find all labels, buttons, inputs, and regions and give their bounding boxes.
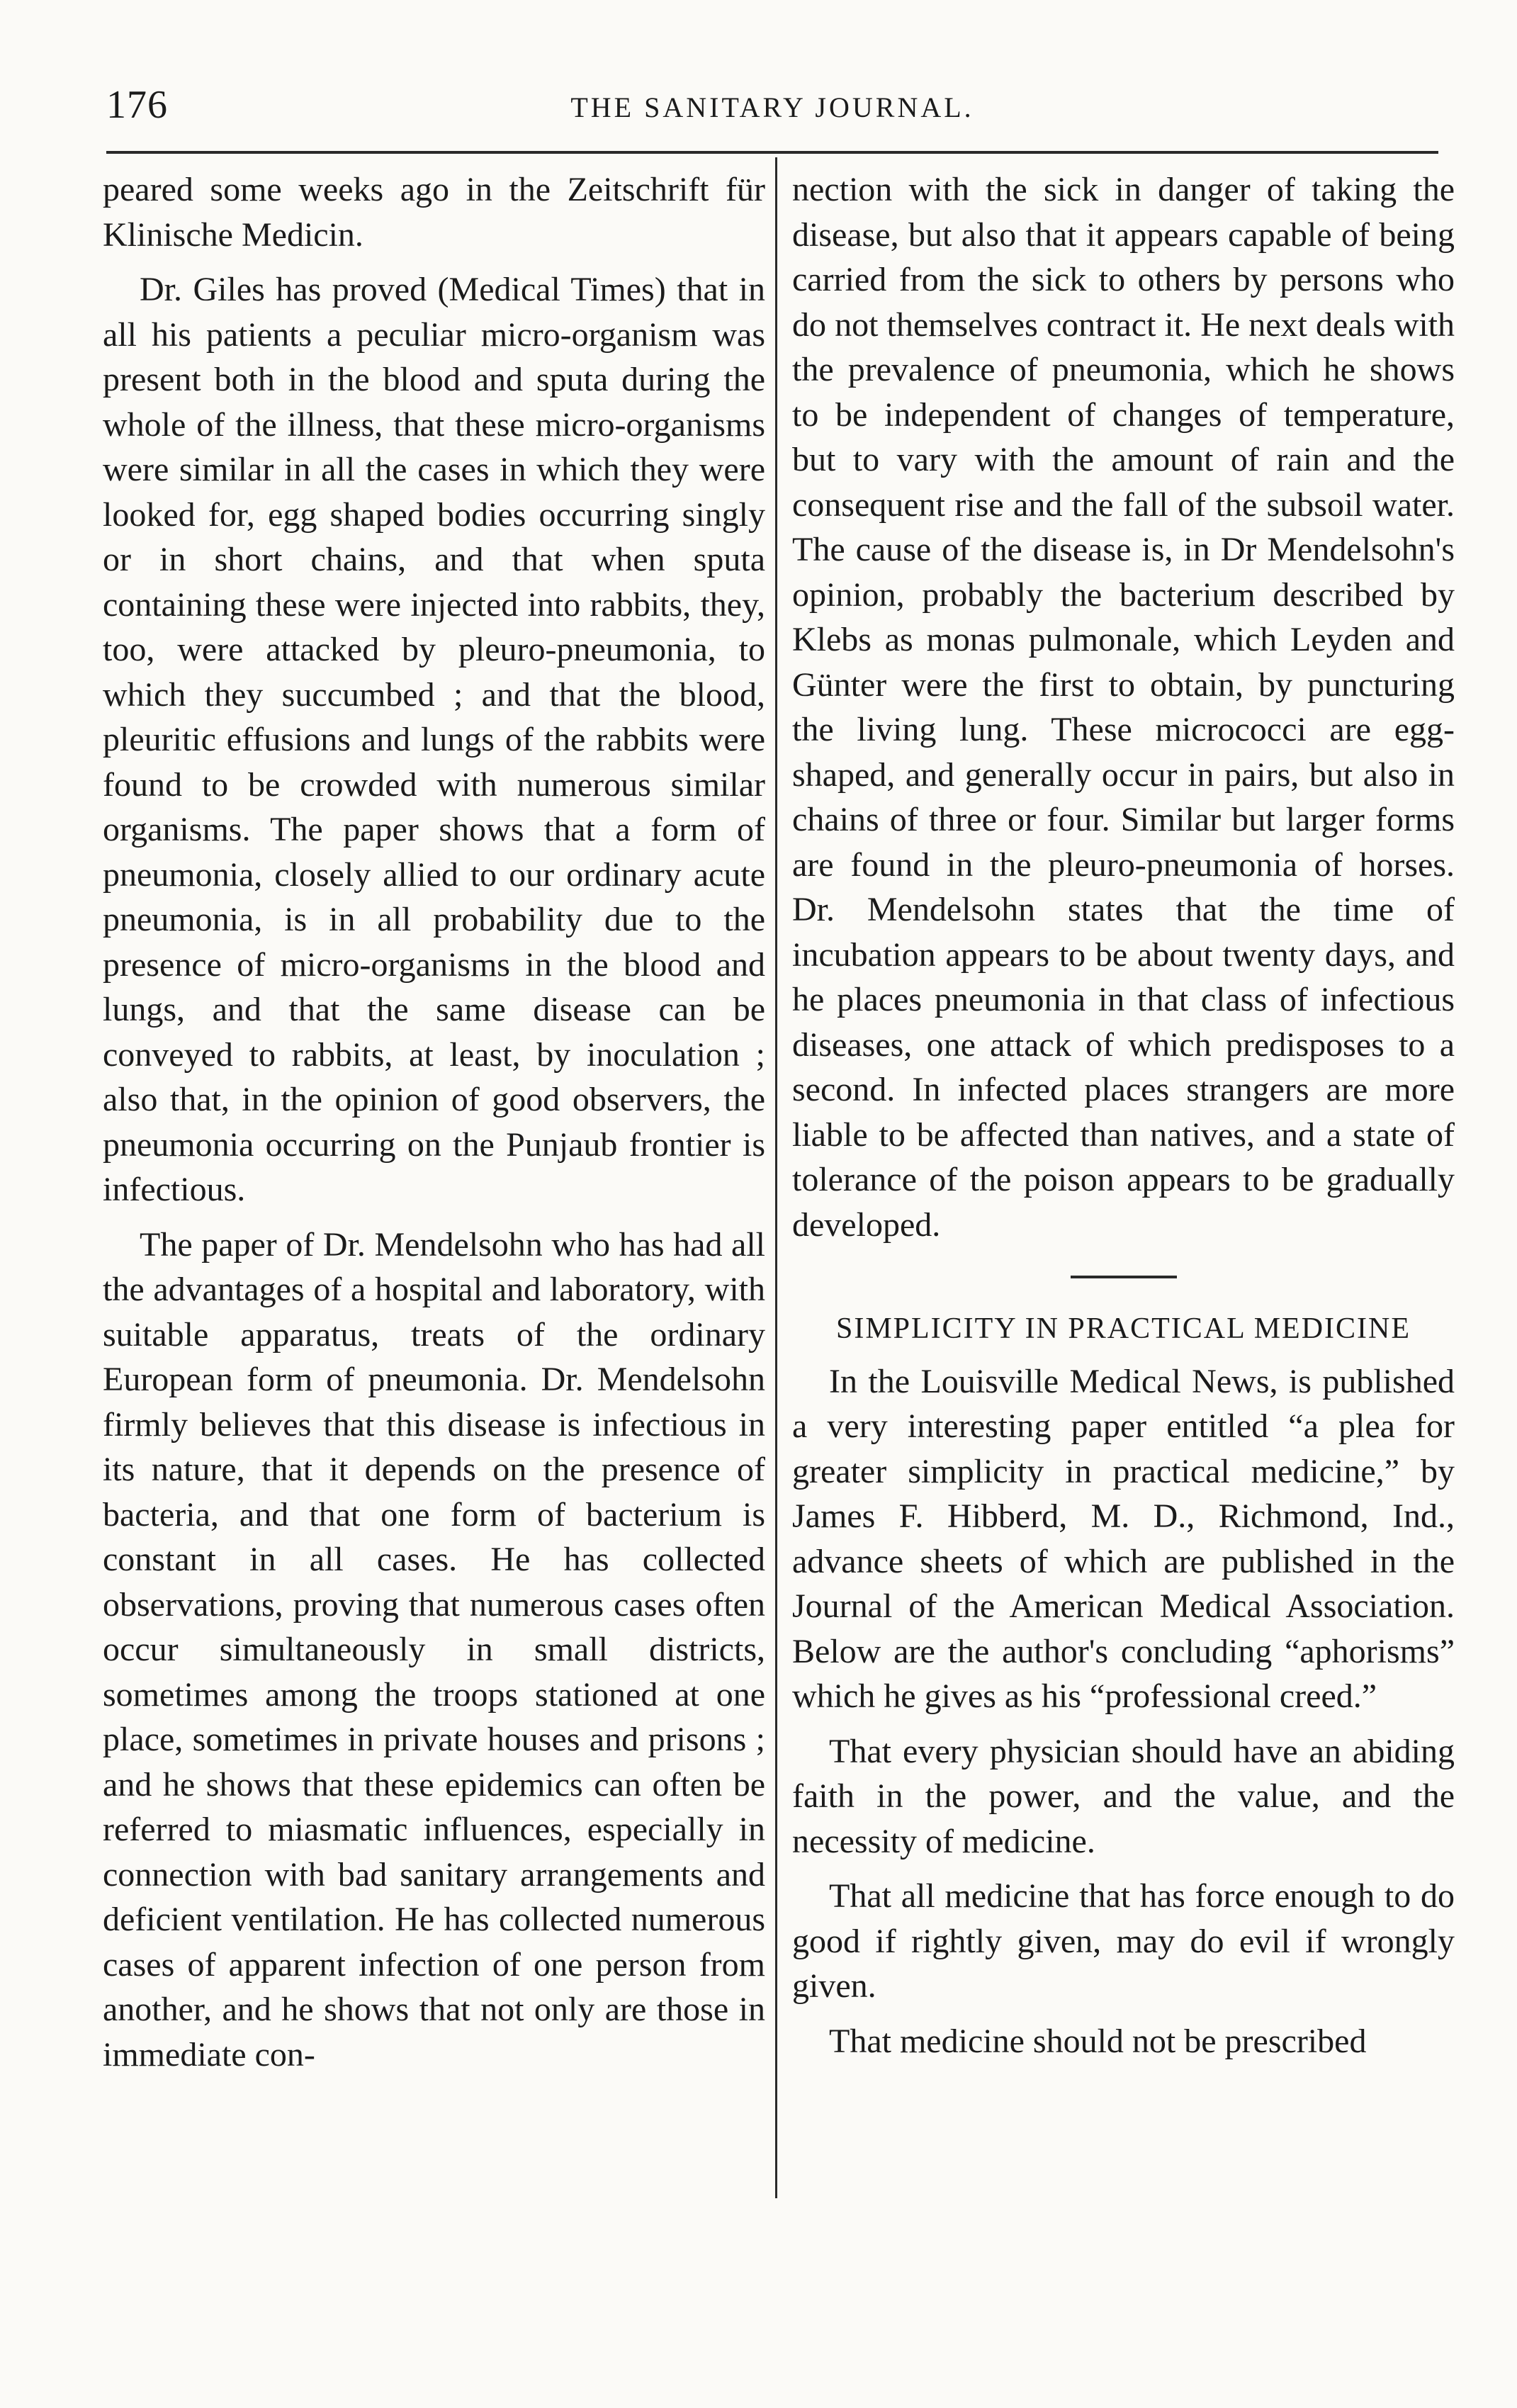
header-rule xyxy=(106,151,1438,154)
column-divider xyxy=(775,157,777,2198)
right-column xyxy=(792,167,1455,2064)
paragraph: The paper of Dr. Mendelsohn who has had all the advantages of a hospital and laboratory, with suitable apparatus, treats of the ordinary European form of pneumonia. Dr. Mendelsohn firmly believes that this disease is infectious in its nature, that it depends on the presence of bacteria, and that one form of bacterium is constant in all cases. He has collected observations, proving that numerous cases often occur simultaneously in small districts, sometimes among the troops stationed at one place, sometimes in private houses and prisons ; and he shows that these epidemics can often be referred to miasmatic influences, especially in connection with bad sanitary arrangements and deficient ventilation. He has collected numerous cases of apparent infection of one person from another, and he shows that not only are those in immediate con- xyxy=(103,1225,765,2074)
section-divider xyxy=(1071,1276,1177,1278)
paragraph: nection with the sick in danger of taking the disease, but also that it appears capable of being carried from the sick to others by persons who do not themselves contract it. He next deals with the prevalence of pneumonia, which he shows to be independent of changes of temperature, but to vary with the amount of rain and the consequent rise and the fall of the subsoil water. The cause of the disease is, in Dr Mendelsohn's opinion, probably the bacterium described by Klebs as monas pulmonale, which Leyden and Günter were the first to obtain, by puncturing the living lung. These micrococci are egg-shaped, and generally occur in pairs, but also in chains of three or four. Similar but larger forms are found in the pleuro-pneumonia of horses. Dr. Mendelsohn states that the time of incubation appears to be about twenty days, and he places pneumonia in that class of infectious diseases, one attack of which predisposes to a second. In infected places strangers are more liable to be affected than natives, and a state of tolerance of the poison appears to be gradually developed. xyxy=(792,171,1455,1244)
paragraph: In the Louisville Medical News, is published a very interesting paper entitled “a plea for greater simplicity in practical medicine,” by James F. Hibberd, M. D., Richmond, Ind., advance sheets of which are published in the Journal of the American Medical Association. Below are the author's concluding “aphorisms” which he gives as his “professional creed.” xyxy=(792,1362,1455,1715)
section-heading: SIMPLICITY IN PRACTICAL MEDICINE xyxy=(835,1312,1411,1345)
paragraph: That medicine should not be prescribed xyxy=(829,2022,1367,2060)
page-number: 176 xyxy=(106,83,168,127)
running-title: THE SANITARY JOURNAL. xyxy=(570,91,974,123)
page-header xyxy=(106,77,1438,140)
paragraph: Dr. Giles has proved (Medical Times) that in all his patients a peculiar micro-organism was present both in the blood and sputa during the whole of the illness, that these micro-organisms were similar in all the cases in which they were looked for, egg shaped bodies occurring singly or in short chains, and that when sputa containing these were injected into rabbits, they, too, were attacked by pleuro-pneumonia, to which they succumbed ; and that the blood, pleuritic effusions and lungs of the rabbits were found to be crowded with numerous similar organisms. The paper shows that a form of pneumonia, closely allied to our ordinary acute pneumonia, is in all probability due to the presence of micro-organisms in the blood and lungs, and that the same disease can be conveyed to rabbits, at least, by inoculation ; also that, in the opinion of good observers, the pneumonia occurring on the Punjaub frontier is infectious. xyxy=(103,271,765,1208)
paragraph: That all medicine that has force enough to do good if rightly given, may do evil if wrongly given. xyxy=(792,1877,1455,2005)
left-column xyxy=(103,167,765,2077)
paragraph: That every physician should have an abiding faith in the power, and the value, and the necessity of medicine. xyxy=(792,1732,1455,1860)
paragraph: peared some weeks ago in the Zeitschrift für Klinische Medicin. xyxy=(103,171,765,254)
